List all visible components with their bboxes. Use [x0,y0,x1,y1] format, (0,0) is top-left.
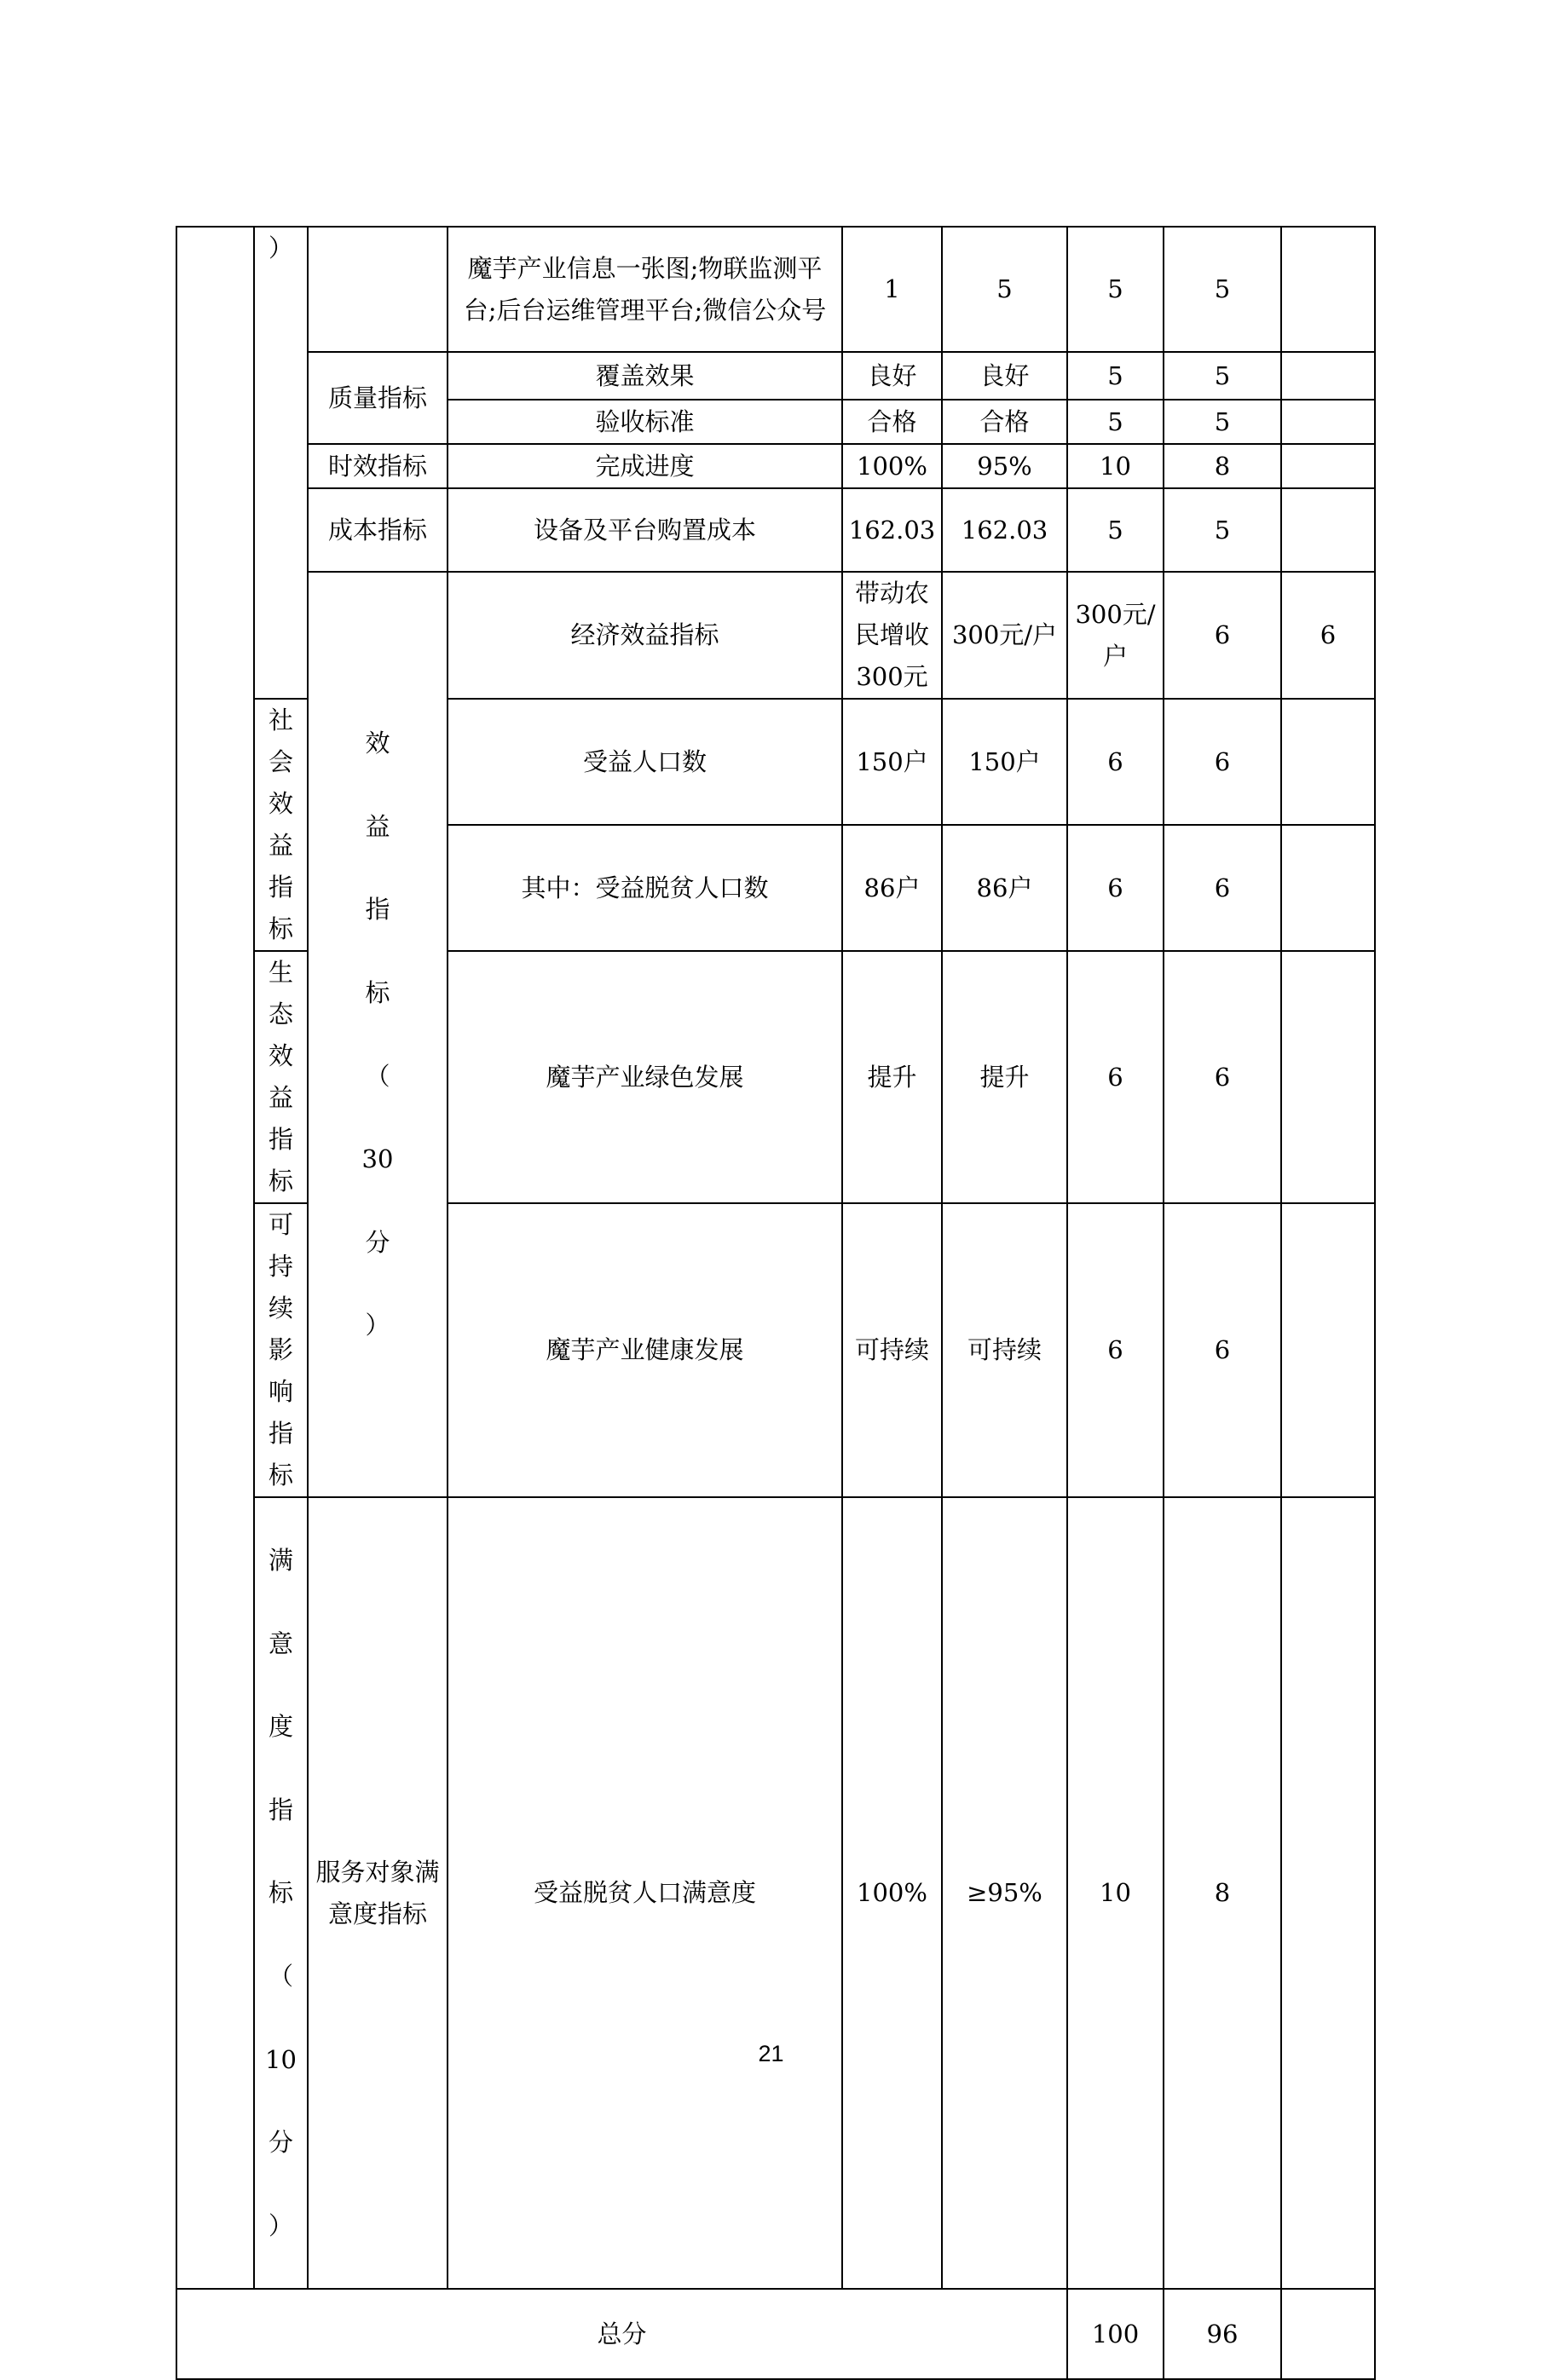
indicator-content: 设备及平台购置成本 [448,488,842,572]
remark-cell [1281,488,1375,572]
indicator-content: 魔芋产业绿色发展 [448,951,842,1203]
remark-cell [1281,699,1375,825]
target-cell: 1 [842,227,942,352]
weight-cell: 10 [1067,444,1164,488]
category-cell: 服务对象满意度指标 [308,1497,448,2289]
weight-cell: 5 [1067,352,1164,400]
indicator-content: 带动农民增收300元 [842,572,942,699]
category-cell: 经济效益指标 [448,572,842,699]
total-remark [1281,2289,1375,2379]
weight-cell: 6 [1067,699,1164,825]
indicator-content: 受益脱贫人口满意度 [448,1497,842,2289]
weight-cell: 5 [1067,400,1164,444]
weight-cell: 5 [1067,227,1164,352]
actual-cell: 5 [942,227,1067,352]
benefit-indicator-label: 效 益 指 标 （ 30 分 ） [308,572,448,1497]
actual-cell: 提升 [942,951,1067,1203]
remark-cell [1281,951,1375,1203]
indicator-content: 其中：受益脱贫人口数 [448,825,842,951]
weight-cell: 6 [1067,1203,1164,1497]
indicator-content: 验收标准 [448,400,842,444]
category-cell: 社会效益指标 [254,699,308,951]
weight-cell: 6 [1067,825,1164,951]
remark-cell [1281,1497,1375,2289]
target-cell: 100% [842,444,942,488]
table-row [176,488,1375,572]
score-cell: 6 [1164,951,1281,1203]
target-cell: 150户 [842,699,942,825]
category-cell [308,227,448,352]
actual-cell: 可持续 [942,1203,1067,1497]
target-cell: 86户 [842,825,942,951]
category-cell: 可持续影响 指标 [254,1203,308,1497]
remark-cell [1281,352,1375,400]
target-cell: 162.03 [842,488,942,572]
actual-cell: ≥95% [942,1497,1067,2289]
score-cell: 6 [1164,699,1281,825]
table-row [176,444,1375,488]
table-row [176,227,1375,352]
remark-cell [1281,400,1375,444]
table-row [176,352,1375,400]
category-cell: 时效指标 [308,444,448,488]
score-cell: 6 [1164,825,1281,951]
total-label: 总分 [176,2289,1067,2379]
total-score: 96 [1164,2289,1281,2379]
page-number: 21 [758,2041,784,2066]
score-cell: 5 [1164,400,1281,444]
remark-cell [1281,1203,1375,1497]
table-row [176,2289,1375,2379]
actual-cell: 86户 [942,825,1067,951]
table-row [176,1497,1375,2289]
category-cell: 质量指标 [308,352,448,444]
target-cell: 100% [842,1497,942,2289]
remark-cell [1281,444,1375,488]
indicator-content: 魔芋产业健康发展 [448,1203,842,1497]
actual-cell: 良好 [942,352,1067,400]
actual-cell: 162.03 [942,488,1067,572]
indicator-content: 受益人口数 [448,699,842,825]
target-cell: 300元/户 [942,572,1067,699]
actual-cell: 合格 [942,400,1067,444]
weight-cell: 6 [1067,951,1164,1203]
score-cell: 5 [1164,227,1281,352]
score-cell: 6 [1164,1203,1281,1497]
target-cell: 提升 [842,951,942,1203]
level1-cell [176,227,254,2289]
remark-cell [1281,825,1375,951]
indicator-content: 魔芋产业信息一张图;物联监测平台;后台运维管理平台;微信公众号 [448,227,842,352]
weight-cell: 10 [1067,1497,1164,2289]
weight-cell: 6 [1164,572,1281,699]
weight-cell: 5 [1067,488,1164,572]
indicator-content: 完成进度 [448,444,842,488]
category-cell: 生态效益指标 [254,951,308,1203]
actual-cell: 300元/户 [1067,572,1164,699]
score-cell: 5 [1164,488,1281,572]
remark-cell [1281,227,1375,352]
satisfaction-indicator-label: 满 意 度 指 标 （ 10 分 ） [254,1497,308,2289]
target-cell: 良好 [842,352,942,400]
category-cell: 成本指标 [308,488,448,572]
table-row [176,572,1375,699]
score-cell: 6 [1281,572,1375,699]
score-cell: 5 [1164,352,1281,400]
target-cell: 合格 [842,400,942,444]
actual-cell: 150户 [942,699,1067,825]
total-weight: 100 [1067,2289,1164,2379]
target-cell: 可持续 [842,1203,942,1497]
actual-cell: 95% [942,444,1067,488]
score-cell: 8 [1164,1497,1281,2289]
score-cell: 8 [1164,444,1281,488]
indicator-content: 覆盖效果 [448,352,842,400]
output-label-fragment: ） [254,227,308,699]
